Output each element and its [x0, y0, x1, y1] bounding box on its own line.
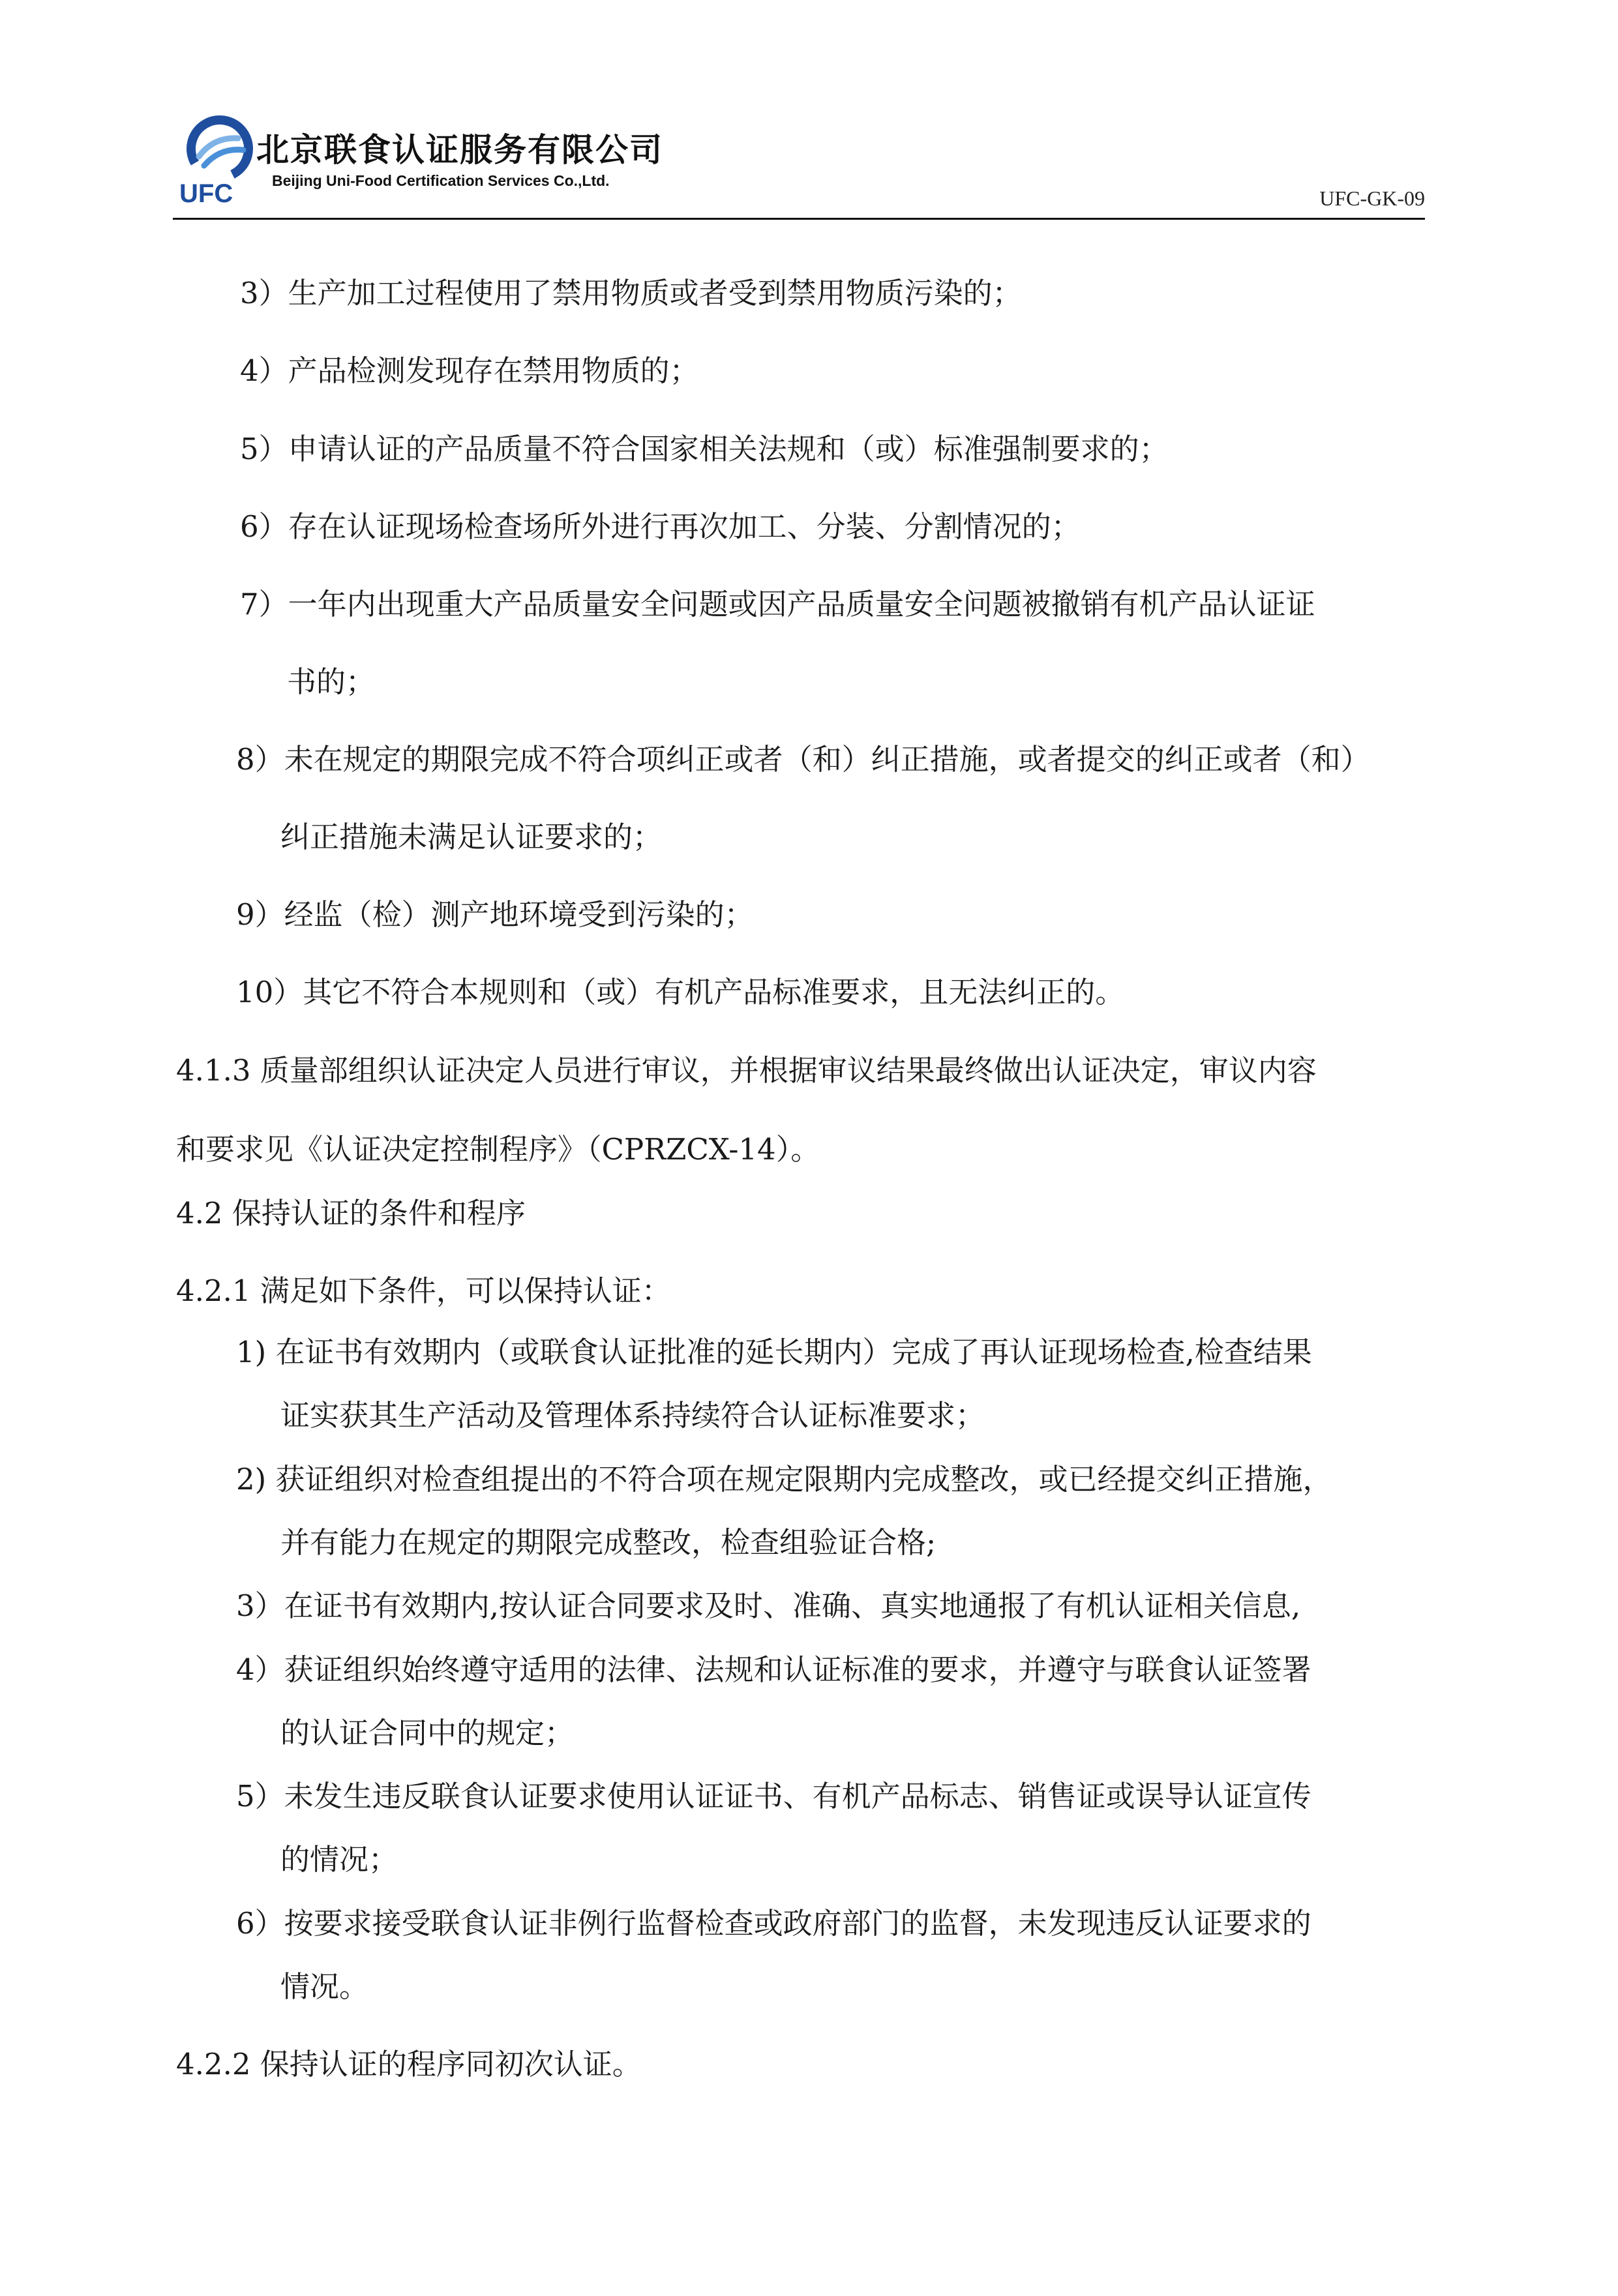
- subsection-heading: 4.2.1 满足如下条件，可以保持认证：: [176, 1274, 671, 1308]
- list-item-continuation: 并有能力在规定的期限完成整改，检查组验证合格;: [280, 1525, 936, 1560]
- logo-text: UFC: [179, 179, 233, 208]
- document-code: UFC-GK-09: [1319, 186, 1425, 210]
- company-name-en: Beijing Uni-Food Certification Services Co.,Ltd.: [272, 172, 610, 189]
- list-item: 10）其它不符合本规则和（或）有机产品标准要求，且无法纠正的。: [236, 975, 1125, 1009]
- company-name-cn: 北京联食认证服务有限公司: [256, 131, 663, 169]
- list-item-continuation: 证实获其生产活动及管理体系持续符合认证标准要求；: [280, 1398, 985, 1433]
- list-item: 1) 在证书有效期内（或联食认证批准的延长期内）完成了再认证现场检查,检查结果: [236, 1335, 1312, 1369]
- list-item: 3）在证书有效期内,按认证合同要求及时、准确、真实地通报了有机认证相关信息,: [236, 1588, 1301, 1623]
- list-item: 7）一年内出现重大产品质量安全问题或因产品质量安全问题被撤销有机产品认证证: [240, 587, 1315, 621]
- list-item-continuation: 的情况；: [280, 1842, 398, 1877]
- list-item-continuation: 的认证合同中的规定；: [280, 1716, 575, 1750]
- page-header: [173, 111, 1425, 222]
- list-item-continuation: 书的；: [287, 664, 376, 699]
- header-divider: [173, 218, 1425, 220]
- section-heading: 4.2 保持认证的条件和程序: [176, 1196, 526, 1230]
- subsection-heading: 4.2.2 保持认证的程序同初次认证。: [176, 2047, 642, 2081]
- paragraph-continuation: 和要求见《认证决定控制程序》（CPRZCX-14）。: [176, 1132, 820, 1167]
- list-item: 4）产品检测发现存在禁用物质的；: [240, 353, 699, 388]
- paragraph: 4.1.3 质量部组织认证决定人员进行审议，并根据审议结果最终做出认证决定，审议内容: [176, 1053, 1317, 1088]
- list-item: 9）经监（检）测产地环境受到污染的；: [236, 897, 754, 932]
- list-item: 6）按要求接受联食认证非例行监督检查或政府部门的监督，未发现违反认证要求的: [236, 1906, 1311, 1941]
- list-item: 8）未在规定的期限完成不符合项纠正或者（和）纠正措施，或者提交的纠正或者（和）: [236, 742, 1370, 777]
- list-item: 6）存在认证现场检查场所外进行再次加工、分装、分割情况的；: [240, 509, 1081, 544]
- list-item: 2) 获证组织对检查组提出的不符合项在规定限期内完成整改，或已经提交纠正措施，: [236, 1462, 1332, 1497]
- list-item-continuation: 情况。: [280, 1969, 369, 2004]
- list-item: 5）未发生违反联食认证要求使用认证证书、有机产品标志、销售证或误导认证宣传: [236, 1779, 1311, 1813]
- list-item: 5）申请认证的产品质量不符合国家相关法规和（或）标准强制要求的；: [240, 432, 1169, 466]
- list-item: 4）获证组织始终遵守适用的法律、法规和认证标准的要求，并遵守与联食认证签署: [236, 1652, 1311, 1687]
- list-item-continuation: 纠正措施未满足认证要求的；: [280, 820, 663, 854]
- list-item: 3）生产加工过程使用了禁用物质或者受到禁用物质污染的；: [240, 276, 1022, 310]
